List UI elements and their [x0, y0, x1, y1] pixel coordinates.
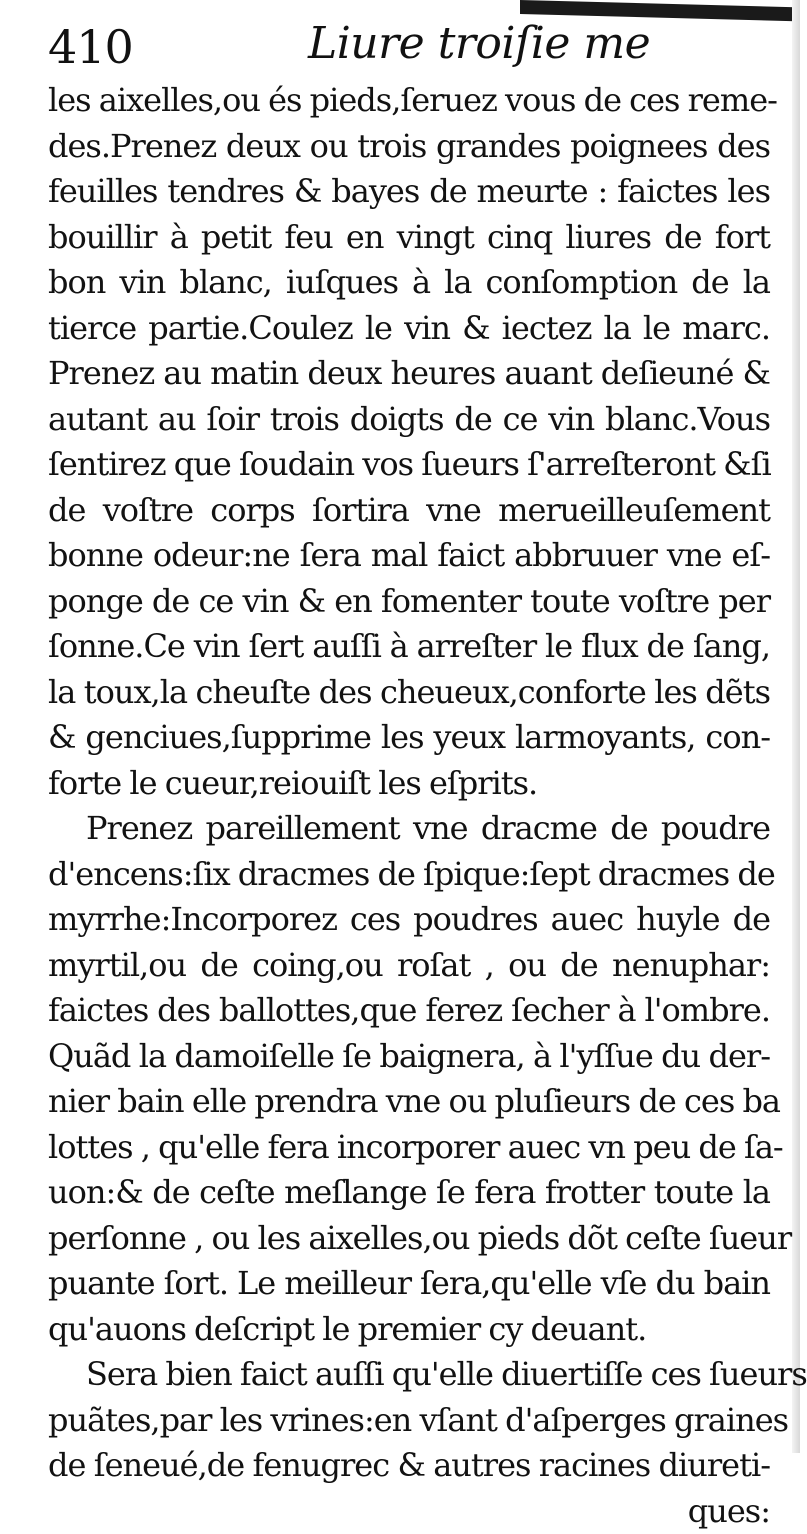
text-line: forte le cueur,reiouiſt les eſprits. [48, 761, 770, 807]
text-line: & genciues,ſupprime les yeux larmoyants, con- [48, 715, 770, 761]
text-line: des.Prenez deux ou trois grandes poignees des [48, 124, 770, 170]
text-line: autant au ſoir trois doigts de ce vin blanc.Vous [48, 397, 770, 443]
paragraph-start-line: Prenez pareillement vne dracme de poudre [48, 806, 770, 852]
text-line: myrtil,ou de coing,ou roſat , ou de nenuphar: [48, 943, 770, 989]
text-line: de voſtre corps ſortira vne merueilleuſement [48, 488, 770, 534]
text-line: perſonne , ou les aixelles,ou pieds dõt ceſte ſueur [48, 1216, 770, 1262]
text-line: bonne odeur:ne ſera mal faict abbruuer vne eſ- [48, 533, 770, 579]
text-line: lottes , qu'elle fera incorporer auec vn peu de ſa- [48, 1125, 770, 1171]
text-line: faictes des ballottes,que ferez ſecher à l'ombre. [48, 988, 770, 1034]
running-title: Liure troiſie me [308, 18, 650, 69]
text-line: feuilles tendres & bayes de meurte : faictes les [48, 169, 770, 215]
text-line: bon vin blanc, iuſques à la conſomption de la [48, 260, 770, 306]
text-line: d'encens:ſix dracmes de ſpique:ſept dracmes de [48, 852, 770, 898]
text-line: bouillir à petit feu en vingt cinq liures de fort [48, 215, 770, 261]
text-line: Quãd la damoiſelle ſe baignera, à l'yſſue du der- [48, 1034, 770, 1080]
text-line: Prenez au matin deux heures auant deſieuné & [48, 351, 770, 397]
page-number: 410 [48, 20, 133, 74]
text-line: tierce partie.Coulez le vin & iectez la le marc. [48, 306, 770, 352]
text-line: ſentirez que ſoudain vos ſueurs ſ'arreſteront &ſi [48, 442, 770, 488]
text-line: les aixelles,ou és pieds,ſeruez vous de ces reme- [48, 78, 770, 124]
text-line: myrrhe:Incorporez ces poudres auec huyle de [48, 897, 770, 943]
text-line: nier bain elle prendra vne ou pluſieurs de ces ba [48, 1079, 770, 1125]
text-line: puante ſort. Le meilleur ſera,qu'elle vſe du bain [48, 1261, 770, 1307]
text-line: uon:& de ceſte meſlange ſe fera frotter toute la [48, 1170, 770, 1216]
catchword: ques: [48, 1489, 770, 1534]
text-line: ponge de ce vin & en fomenter toute voſtre per [48, 579, 770, 625]
paragraph-start-line: Sera bien faict auſſi qu'elle diuertiſſe ces ſueurs [48, 1352, 770, 1398]
page-header [40, 16, 760, 76]
text-line: la toux,la cheuſte des cheueux,conforte les dẽts [48, 670, 770, 716]
page-gutter-shadow [792, 0, 800, 1453]
text-line: de ſeneué,de fenugrec & autres racines diureti- [48, 1443, 770, 1489]
text-line: puãtes,par les vrines:en vſant d'aſperges graines [48, 1398, 770, 1444]
text-line: qu'auons deſcript le premier cy deuant. [48, 1307, 770, 1353]
text-line: ſonne.Ce vin ſert auſſi à arreſter le flux de ſang, [48, 624, 770, 670]
body-text [48, 78, 770, 1534]
